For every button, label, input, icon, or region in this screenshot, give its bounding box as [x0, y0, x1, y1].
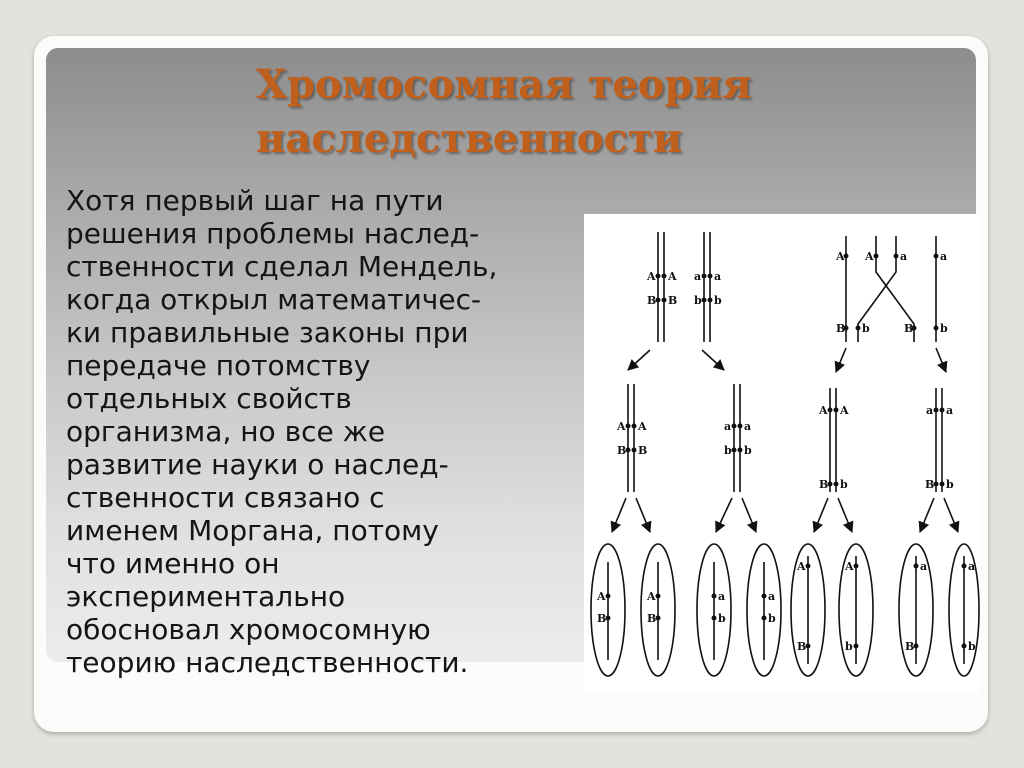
gene-label: b	[718, 612, 726, 625]
gene-label: B	[638, 444, 648, 457]
gene-label: a	[694, 270, 702, 283]
right-panel	[791, 236, 979, 676]
right-gamete-arrow	[838, 498, 852, 532]
gene-label: b	[724, 444, 732, 457]
left-division-arrow	[702, 350, 724, 370]
left-gamete-arrow	[636, 498, 650, 532]
gene-label: b	[968, 640, 976, 653]
gene-label: a	[926, 404, 934, 417]
gene-label: b	[744, 444, 752, 457]
gene-label: a	[714, 270, 722, 283]
gene-label: a	[968, 560, 976, 573]
right-division-arrow	[836, 348, 846, 372]
gene-label: A	[638, 420, 647, 433]
gene-label: A	[597, 590, 606, 603]
left-gamete-arrow	[612, 498, 626, 532]
gene-label: a	[940, 250, 948, 263]
gene-label: a	[744, 420, 752, 433]
gene-label: B	[797, 640, 807, 653]
gene-label: a	[946, 404, 954, 417]
gene-label: B	[925, 478, 935, 491]
right-gamete-arrow	[920, 498, 934, 532]
gene-label: B	[905, 640, 915, 653]
gene-label: A	[819, 404, 828, 417]
gene-label: A	[647, 590, 656, 603]
gene-label: b	[840, 478, 848, 491]
gene-label: b	[694, 294, 702, 307]
gene-label: a	[900, 250, 908, 263]
gene-label: A	[840, 404, 849, 417]
gene-label: B	[836, 322, 846, 335]
gene-label: a	[724, 420, 732, 433]
gene-label: B	[647, 612, 657, 625]
left-gamete-arrow	[742, 498, 756, 532]
gene-label: A	[836, 250, 845, 263]
gene-label: b	[862, 322, 870, 335]
gene-label: A	[668, 270, 677, 283]
chromosome-diagram	[584, 214, 980, 692]
left-division-arrow	[628, 350, 650, 370]
slide-body-text: Хотя первый шаг на пути решения проблемы наслед- ственности сделал Мендель, когда открыл математичес- ки правильные законы при передаче потомству отдельных свойств организма, но все же развитие науки о наслед- ственности связано с именем Моргана, потому что именно он экспериментально обосновал хромосомную теорию наследственности.	[66, 184, 498, 679]
right-division-arrow	[936, 348, 946, 372]
gene-label: A	[647, 270, 656, 283]
slide-title: Хромосомная теория наследственности	[256, 61, 752, 162]
gene-label: B	[597, 612, 607, 625]
right-gamete-arrow	[944, 498, 958, 532]
gene-label: b	[768, 612, 776, 625]
gene-label: B	[617, 444, 627, 457]
chromosome-diagram-svg	[584, 214, 980, 692]
left-gene-labels	[596, 270, 776, 625]
gene-label: a	[768, 590, 776, 603]
gene-label: b	[845, 640, 853, 653]
gene-label: B	[904, 322, 914, 335]
gene-label: A	[865, 250, 874, 263]
right-gamete-arrow	[814, 498, 828, 532]
gene-label: A	[617, 420, 626, 433]
gene-label: A	[797, 560, 806, 573]
left-gene-dots	[606, 274, 767, 621]
gene-label: A	[845, 560, 854, 573]
gene-label: a	[718, 590, 726, 603]
gene-label: b	[940, 322, 948, 335]
gene-label: a	[920, 560, 928, 573]
gene-label: B	[819, 478, 829, 491]
left-gamete-arrow	[716, 498, 732, 532]
gene-label: B	[647, 294, 657, 307]
gene-label: B	[668, 294, 678, 307]
gene-label: b	[946, 478, 954, 491]
gene-label: b	[714, 294, 722, 307]
